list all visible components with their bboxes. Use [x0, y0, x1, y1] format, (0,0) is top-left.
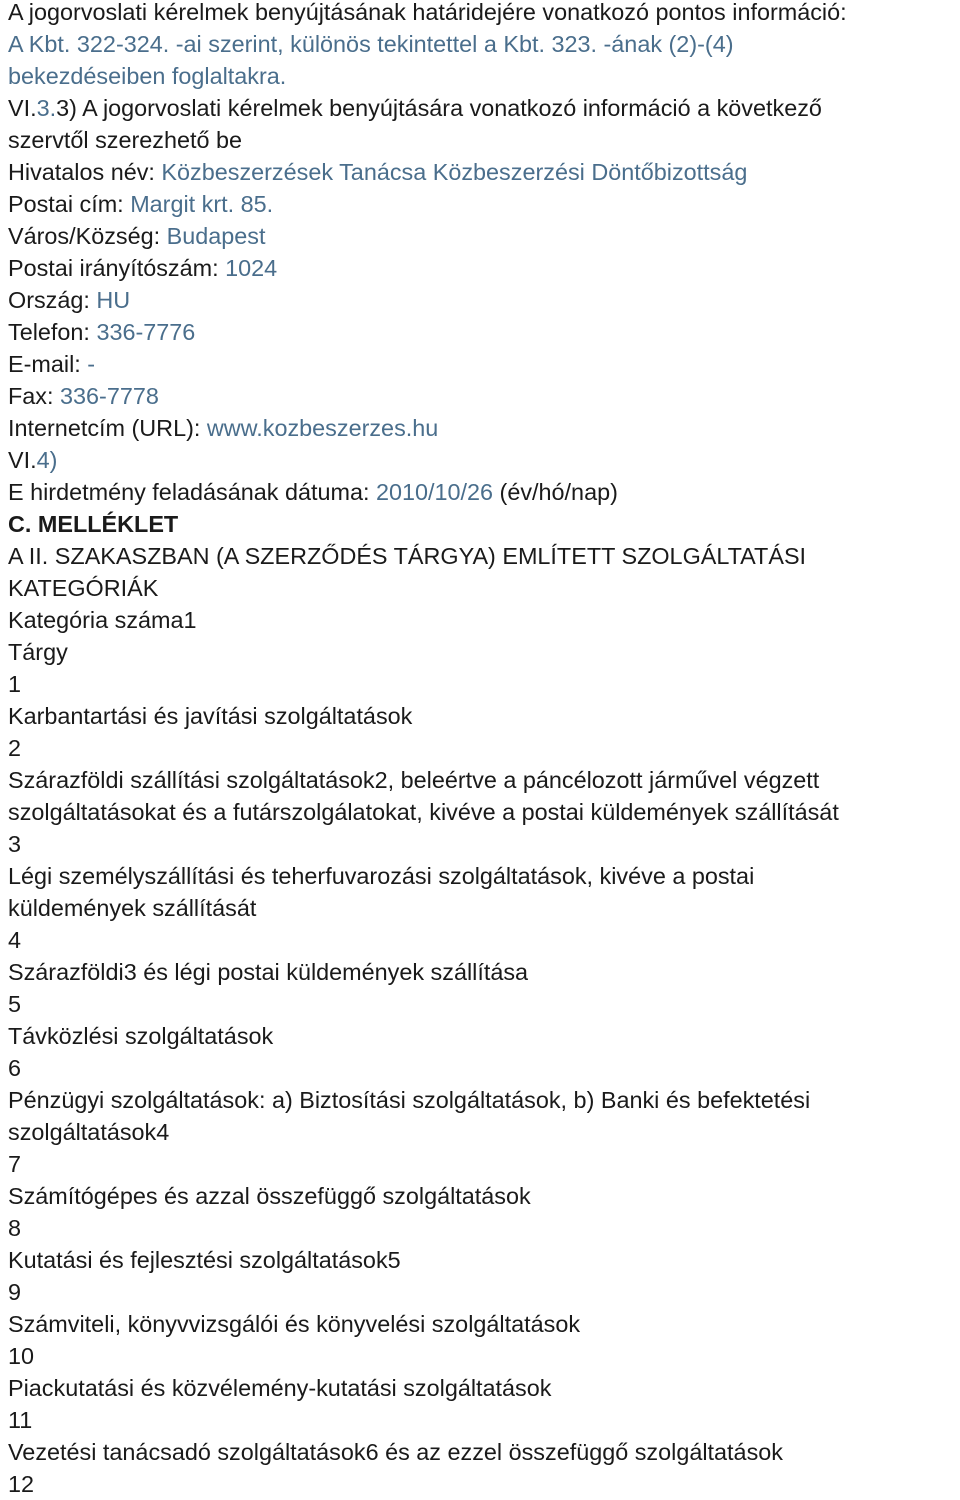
category-number: 6 — [8, 1055, 22, 1081]
section-vi33-heading-text-2: szervtől szerezhető be — [8, 127, 243, 153]
category-subject: Karbantartási és javítási szolgáltatások — [8, 703, 413, 729]
category-number: 2 — [8, 735, 22, 761]
deadline-heading — [8, 0, 958, 28]
category-subject: Számviteli, könyvvizsgálói és könyvelési szolgáltatások — [8, 1311, 581, 1337]
contact-field-value: 336-7778 — [60, 383, 159, 409]
contact-field-value: 1024 — [225, 255, 278, 281]
section-vi4-heading — [8, 444, 958, 476]
contact-field-label: Postai irányítószám: — [8, 255, 226, 281]
contact-field-label: Ország: — [8, 287, 97, 313]
contact-field — [8, 316, 958, 348]
dispatch-date-line — [8, 476, 958, 508]
dispatch-date-suffix: (év/hó/nap) — [493, 479, 618, 505]
category-number: 3 — [8, 831, 22, 857]
category-subject: Szárazföldi3 és légi postai küldemények szállítása — [8, 959, 529, 985]
contact-field-value: - — [87, 351, 96, 377]
category-subject: Légi személyszállítási és teherfuvarozási szolgáltatások, kivéve a postai — [8, 863, 755, 889]
section-vi33-prefix: VI. — [8, 95, 37, 121]
contact-field — [8, 284, 958, 316]
column-header-category-text: Kategória száma1 — [8, 607, 197, 633]
dispatch-date-label: E hirdetmény feladásának dátuma: — [8, 479, 376, 505]
section-vi33-heading — [8, 92, 958, 124]
deadline-value-line-1 — [8, 28, 958, 60]
category-subject: Piackutatási és közvélemény-kutatási szolgáltatások — [8, 1375, 552, 1401]
category-list — [8, 668, 958, 1500]
deadline-heading-text: A jogorvoslati kérelmek benyújtásának határidejére vonatkozó pontos információ: — [8, 0, 847, 25]
document-page — [8, 0, 958, 1500]
deadline-value-line-2 — [8, 60, 958, 92]
contact-field-value: Budapest — [166, 223, 266, 249]
contact-field-label: Hivatalos név: — [8, 159, 162, 185]
column-header-subject — [8, 636, 958, 668]
category-subject: Távközlési szolgáltatások — [8, 1023, 274, 1049]
contact-field-value: 336-7776 — [96, 319, 196, 345]
category-subject: Vezetési tanácsadó szolgáltatások6 és az ezzel összefüggő szolgáltatások — [8, 1439, 783, 1465]
contact-field-value: www.kozbeszerzes.hu — [206, 415, 439, 441]
contact-field — [8, 252, 958, 284]
annex-subtitle-text-2: KATEGÓRIÁK — [8, 575, 159, 601]
category-subject: Pénzügyi szolgáltatások: a) Biztosítási szolgáltatások, b) Banki és befektetési — [8, 1087, 811, 1113]
category-subject: Kutatási és fejlesztési szolgáltatások5 — [8, 1247, 401, 1273]
deadline-value-text-1: A Kbt. 322-324. -ai szerint, különös tekintettel a Kbt. 323. -ának (2)-(4) — [8, 31, 734, 57]
annex-title-text: C. MELLÉKLET — [8, 511, 179, 537]
contact-field-label: E-mail: — [8, 351, 88, 377]
section-vi4-number: 4) — [36, 447, 58, 473]
contact-field-label: Telefon: — [8, 319, 97, 345]
annex-subtitle-line-1 — [8, 540, 958, 572]
contact-field-label: Postai cím: — [8, 191, 131, 217]
category-number: 9 — [8, 1279, 22, 1305]
contact-field-value: Margit krt. 85. — [130, 191, 274, 217]
category-number: 5 — [8, 991, 22, 1017]
annex-subtitle-text-1: A II. SZAKASZBAN (A SZERZŐDÉS TÁRGYA) EMLÍTETT SZOLGÁLTATÁSI — [8, 543, 807, 569]
contact-field — [8, 348, 958, 380]
contact-field-value: HU — [96, 287, 131, 313]
contact-field-label: Internetcím (URL): — [8, 415, 207, 441]
category-number: 10 — [8, 1343, 35, 1369]
column-header-subject-text: Tárgy — [8, 639, 68, 665]
category-subject: küldemények szállítását — [8, 895, 257, 921]
contact-field-label: Fax: — [8, 383, 60, 409]
column-header-category — [8, 604, 958, 636]
category-number: 12 — [8, 1471, 35, 1497]
category-number: 8 — [8, 1215, 22, 1241]
annex-title — [8, 508, 958, 540]
section-vi33-heading-line-2 — [8, 124, 958, 156]
contact-field — [8, 188, 958, 220]
section-vi4-prefix: VI. — [8, 447, 37, 473]
contact-field — [8, 220, 958, 252]
category-number: 1 — [8, 671, 22, 697]
category-subject: Szárazföldi szállítási szolgáltatások2, beleértve a páncélozott járművel végzett — [8, 767, 820, 793]
contact-field — [8, 380, 958, 412]
contact-fields — [8, 156, 958, 444]
contact-field-label: Város/Község: — [8, 223, 167, 249]
section-vi33-number: 3. — [36, 95, 57, 121]
category-subject: Számítógépes és azzal összefüggő szolgáltatások — [8, 1183, 531, 1209]
section-vi33-heading-text: 3) A jogorvoslati kérelmek benyújtására vonatkozó információ a következő — [56, 95, 822, 121]
category-number: 11 — [8, 1407, 33, 1433]
category-number: 7 — [8, 1151, 22, 1177]
deadline-value-text-2: bekezdéseiben foglaltakra. — [8, 63, 287, 89]
annex-subtitle-line-2 — [8, 572, 958, 604]
contact-field-value: Közbeszerzések Tanácsa Közbeszerzési Döntőbizottság — [161, 159, 748, 185]
category-subject: szolgáltatásokat és a futárszolgálatokat, kivéve a postai küldemények szállítását — [8, 799, 839, 825]
category-subject: szolgáltatások4 — [8, 1119, 170, 1145]
contact-field — [8, 156, 958, 188]
contact-field — [8, 412, 958, 444]
category-number: 4 — [8, 927, 22, 953]
dispatch-date-value: 2010/10/26 — [375, 479, 494, 505]
